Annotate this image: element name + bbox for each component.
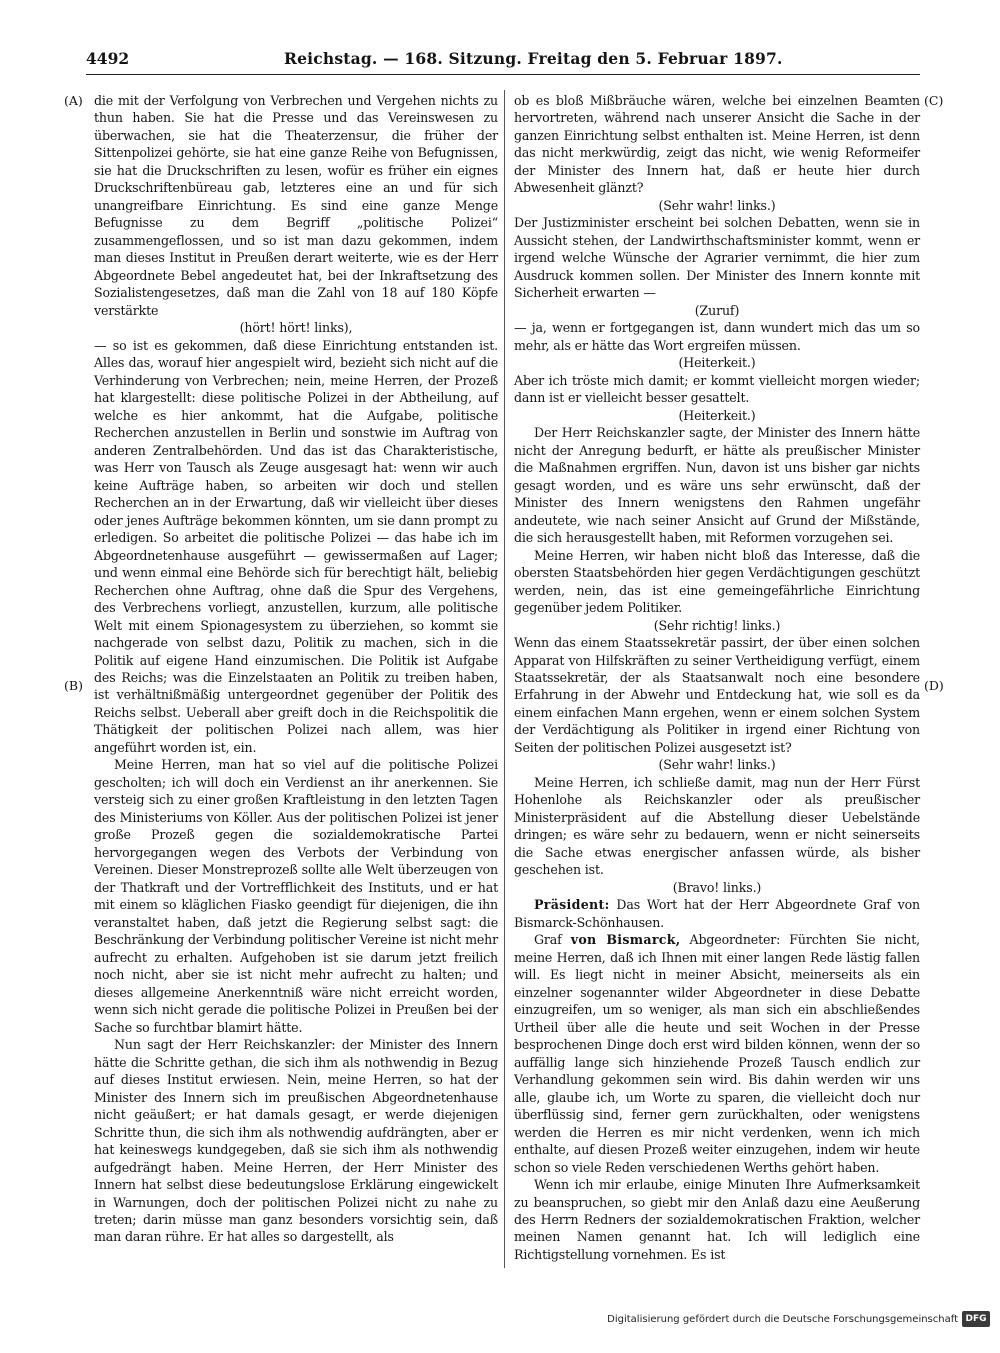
running-title: Reichstag. — 168. Sitzung. Freitag den 5. Februar 1897.	[284, 49, 783, 68]
paragraph: die mit der Verfolgung von Verbrechen und Vergehen nichts zu thun haben. Sie hat die Presse und das Vereinswesen zu überwachen, sie hat die Theaterzensur, die früher der Sittenpolizei gehörte, sie hat eine ganze Reihe von Befugnissen, sie hat die Druckschriften zu lesen, wofür es früher ein eignes Druckschriftenbüreau gab, letzteres eine an und für sich unangreifbare Einrichtung. Es sind eine ganze Menge Befugnisse zu dem Begriff „politische Polizei“ zusammengeflossen, und so ist man dazu gekommen, indem man dieses Institut in Preußen derart weiterte, wie es der Herr Abgeordnete Bebel angedeutet hat, bei der Inkraftsetzung des Sozialistengesetzes, daß man die Zahl von 18 auf 180 Köpfe verstärkte	[94, 93, 498, 318]
margin-marker-d: (D)	[924, 678, 944, 693]
speaker-paragraph	[514, 931, 920, 1176]
interjection: (Zuruf)	[694, 302, 740, 318]
paragraph: — ja, wenn er fortgegangen ist, dann wundert mich das um so mehr, als er hätte das Wort ergreifen müssen.	[514, 320, 920, 353]
paragraph: Der Justizminister erscheint bei solchen Debatten, wenn sie in Aussicht stehen, der Landwirthschaftsminister kommt, wenn er irgend welche Wünsche der Agrarier vernimmt, die hier zum Ausdruck kommen sollen. Der Minister des Innern konnte mit Sicherheit erwarten —	[514, 215, 920, 301]
speaker-paragraph	[514, 896, 920, 931]
paragraph: Wenn ich mir erlaube, einige Minuten Ihre Aufmerksamkeit zu beanspruchen, so giebt mir den Anlaß dazu eine Aeußerung des Herrn Redners der sozialdemokratischen Fraktion, welcher meinen Namen genannt hat. Ich will lediglich eine Richtigstellung vornehmen. Es ist	[514, 1177, 920, 1262]
header-rule	[86, 74, 920, 75]
paragraph: Meine Herren, ich schließe damit, mag nun der Herr Fürst Hohenlohe als Reichskanzler oder als preußischer Ministerpräsident auf die Abstellung dieser Uebelstände dringen; es wäre sehr zu bedauern, wenn er nicht seinerseits die Sache etwas energischer anfassen würde, als bisher geschehen ist.	[514, 774, 920, 878]
margin-marker-b: (B)	[64, 678, 83, 693]
margin-marker-c: (C)	[924, 93, 944, 108]
paragraph: Wenn das einem Staatssekretär passirt, der über einen solchen Apparat von Hilfskräften zu seiner Vertheidigung verfügt, einem Staatssekretär, der als Staatsanwalt noch eine besondere Erfahrung in der Abwehr und Entdeckung hat, wie soll es da einem einfachen Mann ergehen, wenn er einem solchen System der Verdächtigung als Politiker in irgend einer Richtung von Seiten der politischen Polizei ausgesetzt ist?	[514, 635, 920, 755]
paragraph: Meine Herren, man hat so viel auf die politische Polizei gescholten; ich will doch ein Verdienst an ihr anerkennen. Sie versteig sich zu einer großen Kraftleistung in den letzten Tagen des Ministeriums von Köller. Aus der politischen Polizei ist jener große Prozeß gegen die sozialdemokratische Partei hervorgegangen wegen des Verbots der Verbindung von Vereinen. Dieser Monstreprozeß sollte alle Welt überzeugen von der Thatkraft und der Vortrefflichkeit des Instituts, und er hat mit einem so kläglichen Fiasko geendigt für diejenigen, die ihn veranstaltet haben, daß jetzt die Regierung selbst sagt: die Beschränkung der Verbindung politischer Vereine ist nicht mehr aufrecht zu erhalten. Aufgehoben ist sie darum jetzt freilich noch nicht, aber sie ist nicht mehr aufrecht zu halten; und dieses allgemeine Anerkenntniß wäre nicht erreicht worden, wenn sich nicht gerade die politische Polizei in Preußen bei der Sache so furchtbar blamirt hätte.	[94, 757, 498, 1035]
interjection: (Sehr richtig! links.)	[653, 617, 781, 633]
funding-notice: Digitalisierung gefördert durch die Deutsche Forschungsgemeinschaft	[607, 1314, 958, 1325]
paragraph: — so ist es gekommen, daß diese Einrichtung entstanden ist. Alles das, worauf hier angespielt wird, bezieht sich nicht auf die Verhinderung von Verbrechen; nein, meine Herren, der Prozeß hat klargestellt: diese politische Polizei in der Abtheilung, auf welche es hier ankommt, hat die Aufgabe, politische Recherchen anzustellen in Berlin und sonstwie im Auftrag von anderen Zentralbehörden. Und das ist das Charakteristische, was Herr von Tausch als Zeuge ausgesagt hat: wenn wir auch keine Aufträge haben, so arbeiten wir doch und stellen Recherchen an in der Erwartung, daß wir vielleicht über dieses oder jenes Aufträge bekommen könnten, um sie dann prompt zu erledigen. So arbeitet die politische Polizei — das habe ich im Abgeordnetenhause ausgeführt — gewissermaßen auf Lager; und wenn einmal eine Behörde sich für berechtigt hält, beliebig Recherchen ohne Auftrag, ohne daß die Spur des Vergehens, des Verbrechens vorliegt, anzustellen, kurzum, alle politische Welt mit einem Spionagesystem zu überziehen, so kommt sie nachgerade von selbst dazu, Politik zu machen, sich in die Politik auf eigene Hand einzumischen. Die Politik ist Aufgabe des Reichs; was die Einzelstaaten an Politik zu treiben haben, ist verhältnißmäßig untergeordnet gegenüber der Politik des Reichs selbst. Ueberall aber greift doch in die Reichspolitik die Thätigkeit der politischen Polizei nach allem, was hier angeführt worden ist, ein.	[94, 337, 498, 755]
footer	[560, 1308, 992, 1332]
interjection: (Bravo! links.)	[672, 879, 762, 895]
dfg-logo: DFG	[962, 1311, 990, 1327]
paragraph: Der Herr Reichskanzler sagte, der Minister des Innern hätte nicht der Anregung bedurft, er hätte als preußischer Minister die Maßnahmen ergriffen. Nun, davon ist uns bisher gar nichts gesagt worden, und es wäre uns sehr erwünscht, daß der Minister des Innern wenigstens den Rahmen ungefähr andeutete, wie nach seiner Ansicht auf Grund der Mißstände, die sich herausgestellt haben, mit Reformen vorzugehen sei.	[514, 425, 920, 546]
page-number: 4492	[86, 49, 130, 68]
speaker-prefix: Graf	[534, 932, 571, 948]
paragraph: Aber ich tröste mich damit; er kommt vielleicht morgen wieder; dann ist er vielleicht besser gesattelt.	[514, 372, 920, 406]
speech-text: Das Wort hat der Herr Abgeordnete Graf von Bismarck-Schönhausen.	[514, 897, 920, 930]
interjection: (Heiterkeit.)	[678, 407, 756, 423]
left-column	[94, 92, 498, 1246]
interjection: (hört! hört! links),	[239, 320, 353, 336]
paragraph: Meine Herren, wir haben nicht bloß das Interesse, daß die obersten Staatsbehörden hier gegen Verdächtigungen geschützt werden, nein, das ist eine gemeingefährliche Einrichtung gegenüber jedem Politiker.	[514, 547, 920, 616]
margin-marker-a: (A)	[64, 93, 83, 108]
interjection: (Sehr wahr! links.)	[658, 757, 776, 773]
interjection: (Heiterkeit.)	[678, 355, 756, 371]
speaker-name: Präsident:	[534, 897, 610, 913]
page-header	[86, 47, 920, 73]
speaker-name: von Bismarck,	[570, 932, 681, 948]
paragraph: Nun sagt der Herr Reichskanzler: der Minister des Innern hätte die Schritte gethan, die sich ihm als nothwendig in Bezug auf dieses Institut erwiesen. Nein, meine Herren, so hat der Minister des Innern sich im preußischen Abgeordnetenhause nicht geäußert; er hat damals gesagt, er werde diejenigen Schritte thun, die sich ihm als nothwendig aufdrängten, aber er hat keineswegs kundgegeben, daß sie sich ihm als nothwendig aufgedrängt haben. Meine Herren, der Herr Minister des Innern hat selbst diese bedeutungslose Erklärung eingewickelt in Warnungen, doch der politischen Polizei nicht zu nahe zu treten; darin müsse man ganz besonders vorsichtig sein, daß man daran rühre. Er hat alles so dargestellt, als	[94, 1037, 498, 1245]
right-column	[514, 92, 920, 1263]
column-divider	[504, 90, 505, 1268]
paragraph: ob es bloß Mißbräuche wären, welche bei einzelnen Beamten hervortreten, während nach unserer Ansicht die Sache in der ganzen Einrichtung selbst enthalten ist. Meine Herren, ist denn das nicht merkwürdig, zeigt das nicht, wie wenig Reformeifer der Minister des Innern hat, daß er heute hier durch Abwesenheit glänzt?	[514, 93, 920, 196]
speech-text: Abgeordneter: Fürchten Sie nicht, meine Herren, daß ich Ihnen mit einer langen Rede lästig fallen will. Es liegt nicht in meiner Absicht, meinerseits als ein einzelner sogenannter wilder Abgeordneter in diese Debatte einzugreifen, um so weniger, als man sich ein abschließendes Urtheil über alle die heute und seit Wochen in der Presse besprochenen Dinge doch erst wird bilden können, wenn der so auffällig lange sich hinziehende Prozeß Tausch endlich zur Verhandlung gekommen sein wird. Bis dahin werden wir uns alle, glaube ich, um Worte zu sparen, die vielleicht doch nur überflüssig sind, ferner gern zurückhalten, oder wenigstens werden die Herren es mir nicht verdenken, wenn ich mich enthalte, auf diesen Prozeß weiter einzugehen, indem wir heute schon so viele Reden verschiedenen Werths gehört haben.	[514, 932, 920, 1175]
interjection: (Sehr wahr! links.)	[658, 197, 776, 213]
